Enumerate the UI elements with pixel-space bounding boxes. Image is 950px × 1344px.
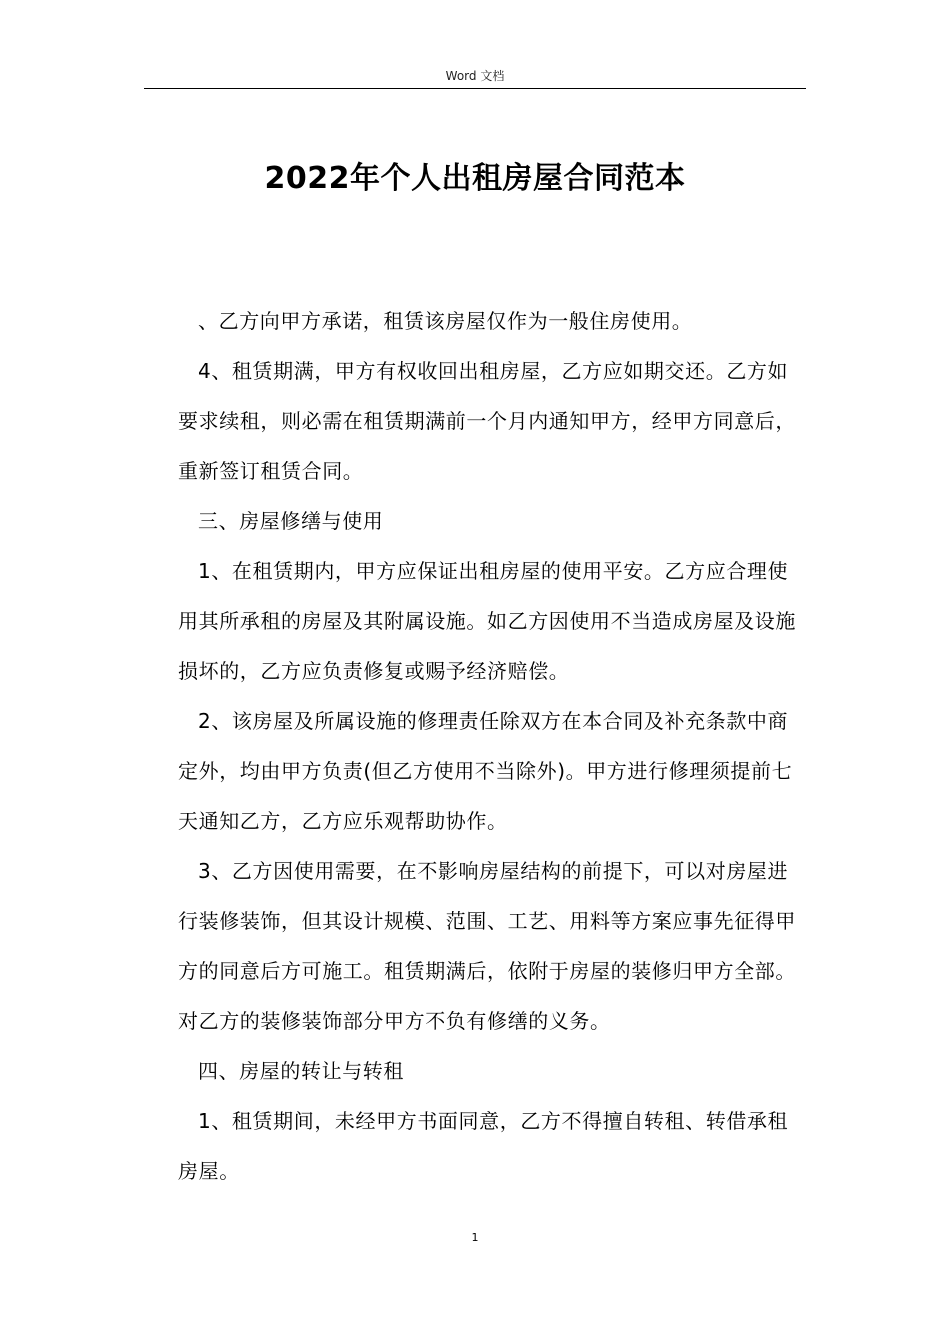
paragraph: 4、租赁期满，甲方有权收回出租房屋，乙方应如期交还。乙方如要求续租，则必需在租赁期满前一个月内通知甲方，经甲方同意后，重新签订租赁合同。	[178, 359, 796, 483]
page-number: 1	[471, 1231, 479, 1244]
document-body	[178, 296, 806, 1196]
paragraph: 3、乙方因使用需要，在不影响房屋结构的前提下，可以对房屋进行装修装饰，但其设计规模、范围、工艺、用料等方案应事先征得甲方的同意后方可施工。租赁期满后，依附于房屋的装修归甲方全部。对乙方的装修装饰部分甲方不负有修缮的义务。	[178, 859, 796, 1033]
paragraph: 1、在租赁期内，甲方应保证出租房屋的使用平安。乙方应合理使用其所承租的房屋及其附属设施。如乙方因使用不当造成房屋及设施损坏的，乙方应负责修复或赐予经济赔偿。	[178, 559, 796, 683]
paragraph: 1、租赁期间，未经甲方书面同意，乙方不得擅自转租、转借承租房屋。	[178, 1109, 789, 1183]
page-header	[144, 64, 806, 89]
paragraph: 2、该房屋及所属设施的修理责任除双方在本合同及补充条款中商定外，均由甲方负责(但乙方使用不当除外)。甲方进行修理须提前七天通知乙方，乙方应乐观帮助协作。	[178, 709, 793, 833]
section-heading: 四、房屋的转让与转租	[198, 1059, 404, 1083]
section-heading: 三、房屋修缮与使用	[198, 509, 384, 533]
header-text: Word 文档	[445, 69, 505, 83]
paragraph: 、乙方向甲方承诺，租赁该房屋仅作为一般住房使用。	[198, 309, 693, 333]
document-title: 2022年个人出租房屋合同范本	[264, 161, 686, 196]
